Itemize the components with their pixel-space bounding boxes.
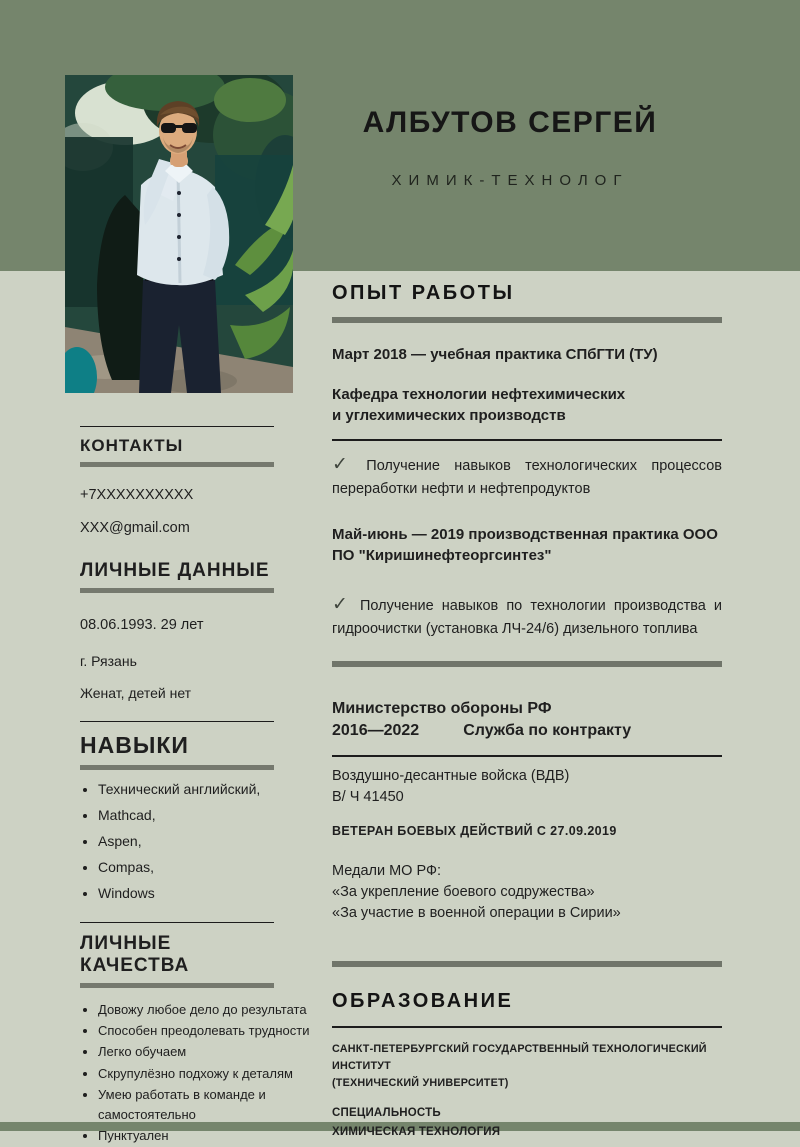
experience-entry3-org-name: Министерство обороны РФ <box>332 699 552 717</box>
family-status: Женат, детей нет <box>80 685 192 701</box>
divider-bar <box>80 983 274 988</box>
divider <box>332 755 722 757</box>
personal-data-heading: ЛИЧНЫЕ ДАННЫЕ <box>80 560 270 581</box>
experience-entry2-achievement <box>332 591 722 640</box>
job-title: ХИМИК-ТЕХНОЛОГ <box>391 172 629 189</box>
experience-entry3-org <box>332 698 722 743</box>
profile-photo-illustration <box>65 75 293 393</box>
divider-bar <box>80 765 274 770</box>
experience-entry3-years: 2016—2022 <box>332 722 420 740</box>
qualities-list <box>98 1000 313 1146</box>
check-icon: ✓ <box>332 454 359 475</box>
experience-entry1-org-line1: Кафедра технологии нефтехимических <box>332 386 626 403</box>
sidebar <box>80 406 310 1147</box>
skill-item: • Mathcad, <box>98 806 274 825</box>
qualities-heading <box>80 933 274 977</box>
quality-item: • Довожу любое дело до результата <box>98 1000 313 1020</box>
experience-entry1-achievement-text: Получение навыков технологических процессов переработки нефти и нефтепродуктов <box>332 458 722 497</box>
skill-item: • Технический английский, <box>98 780 274 799</box>
experience-entry1-date: Март 2018 — учебная практика СПбГТИ (ТУ) <box>332 346 658 363</box>
birth-date: 08.06.1993. 29 лет <box>80 617 204 633</box>
quality-item: • Легко обучаем <box>98 1042 313 1062</box>
education-specialty-label: СПЕЦИАЛЬНОСТЬ <box>332 1107 441 1120</box>
skill-item: • Windows <box>98 884 274 903</box>
experience-entry3-unit-line2: В/ Ч 41450 <box>332 788 404 805</box>
skill-item: • Aspen, <box>98 832 274 851</box>
veteran-status: ВЕТЕРАН БОЕВЫХ ДЕЙСТВИЙ С 27.09.2019 <box>332 824 617 838</box>
divider <box>80 922 274 923</box>
person-name: АЛБУТОВ СЕРГЕЙ <box>362 106 658 139</box>
main-content <box>332 282 722 1141</box>
profile-photo <box>65 75 293 393</box>
education-specialty-value: ХИМИЧЕСКАЯ ТЕХНОЛОГИЯ <box>332 1125 501 1138</box>
divider <box>80 721 274 722</box>
quality-item: • Умею работать в команде и самостоятельно <box>98 1085 313 1125</box>
education-institute-line1: САНКТ-ПЕТЕРБУРГСКИЙ ГОСУДАРСТВЕННЫЙ ТЕХНОЛОГИЧЕСКИЙ ИНСТИТУТ <box>332 1043 707 1072</box>
medals-block <box>332 861 722 924</box>
contacts-heading: КОНТАКТЫ <box>80 436 184 455</box>
skills-heading: НАВЫКИ <box>80 732 189 758</box>
skills-list <box>98 780 274 902</box>
email-value: XXX@gmail.com <box>80 520 190 536</box>
education-institute-line2: (ТЕХНИЧЕСКИЙ УНИВЕРСИТЕТ) <box>332 1076 509 1089</box>
experience-entry2-head-line2: ПО "Киришинефтеоргсинтез" <box>332 547 552 565</box>
medals-title: Медали МО РФ: <box>332 863 442 879</box>
medal-item: «За укрепление боевого содружества» <box>332 884 595 901</box>
divider-bar <box>80 588 274 593</box>
experience-entry3-unit-line1: Воздушно-десантные войска (ВДВ) <box>332 768 570 785</box>
phone-value: +7XXXXXXXXXX <box>80 487 194 503</box>
header <box>310 106 710 189</box>
check-icon: ✓ <box>332 594 352 616</box>
experience-entry2-achievement-text: Получение навыков по технологии производства и гидроочистки (установка ЛЧ-24/6) дизельного топлива <box>332 598 723 637</box>
experience-entry2-head-line1: Май-июнь — 2019 производственная практика ООО <box>332 525 718 543</box>
experience-entry3-unit <box>332 766 722 807</box>
quality-item: • Пунктуален <box>98 1126 313 1146</box>
qualities-heading-line2: КАЧЕСТВА <box>80 955 190 977</box>
experience-heading: ОПЫТ РАБОТЫ <box>332 282 515 304</box>
divider <box>332 1026 722 1028</box>
medal-item: «За участие в военной операции в Сирии» <box>332 905 621 922</box>
quality-item: • Способен преодолевать трудности <box>98 1021 313 1041</box>
education-heading: ОБРАЗОВАНИЕ <box>332 990 514 1013</box>
quality-item: • Скрупулёзно подхожу к деталям <box>98 1064 313 1084</box>
experience-entry1-achievement <box>332 451 722 500</box>
education-specialty <box>332 1104 722 1141</box>
city: г. Рязань <box>80 653 137 669</box>
experience-entry3-role: Служба по контракту <box>463 722 632 740</box>
experience-entry2-head <box>332 524 722 568</box>
qualities-heading-line1: ЛИЧНЫЕ <box>80 933 172 955</box>
education-institute <box>332 1041 722 1091</box>
experience-entry1-org-line2: и углехимических производств <box>332 407 566 424</box>
divider-bar <box>332 661 722 667</box>
divider <box>80 426 274 427</box>
experience-entry1-org <box>332 384 722 426</box>
divider-bar <box>332 961 722 967</box>
divider <box>332 439 722 441</box>
divider-bar <box>332 317 722 323</box>
skill-item: • Compas, <box>98 858 274 877</box>
divider-bar <box>80 462 274 467</box>
